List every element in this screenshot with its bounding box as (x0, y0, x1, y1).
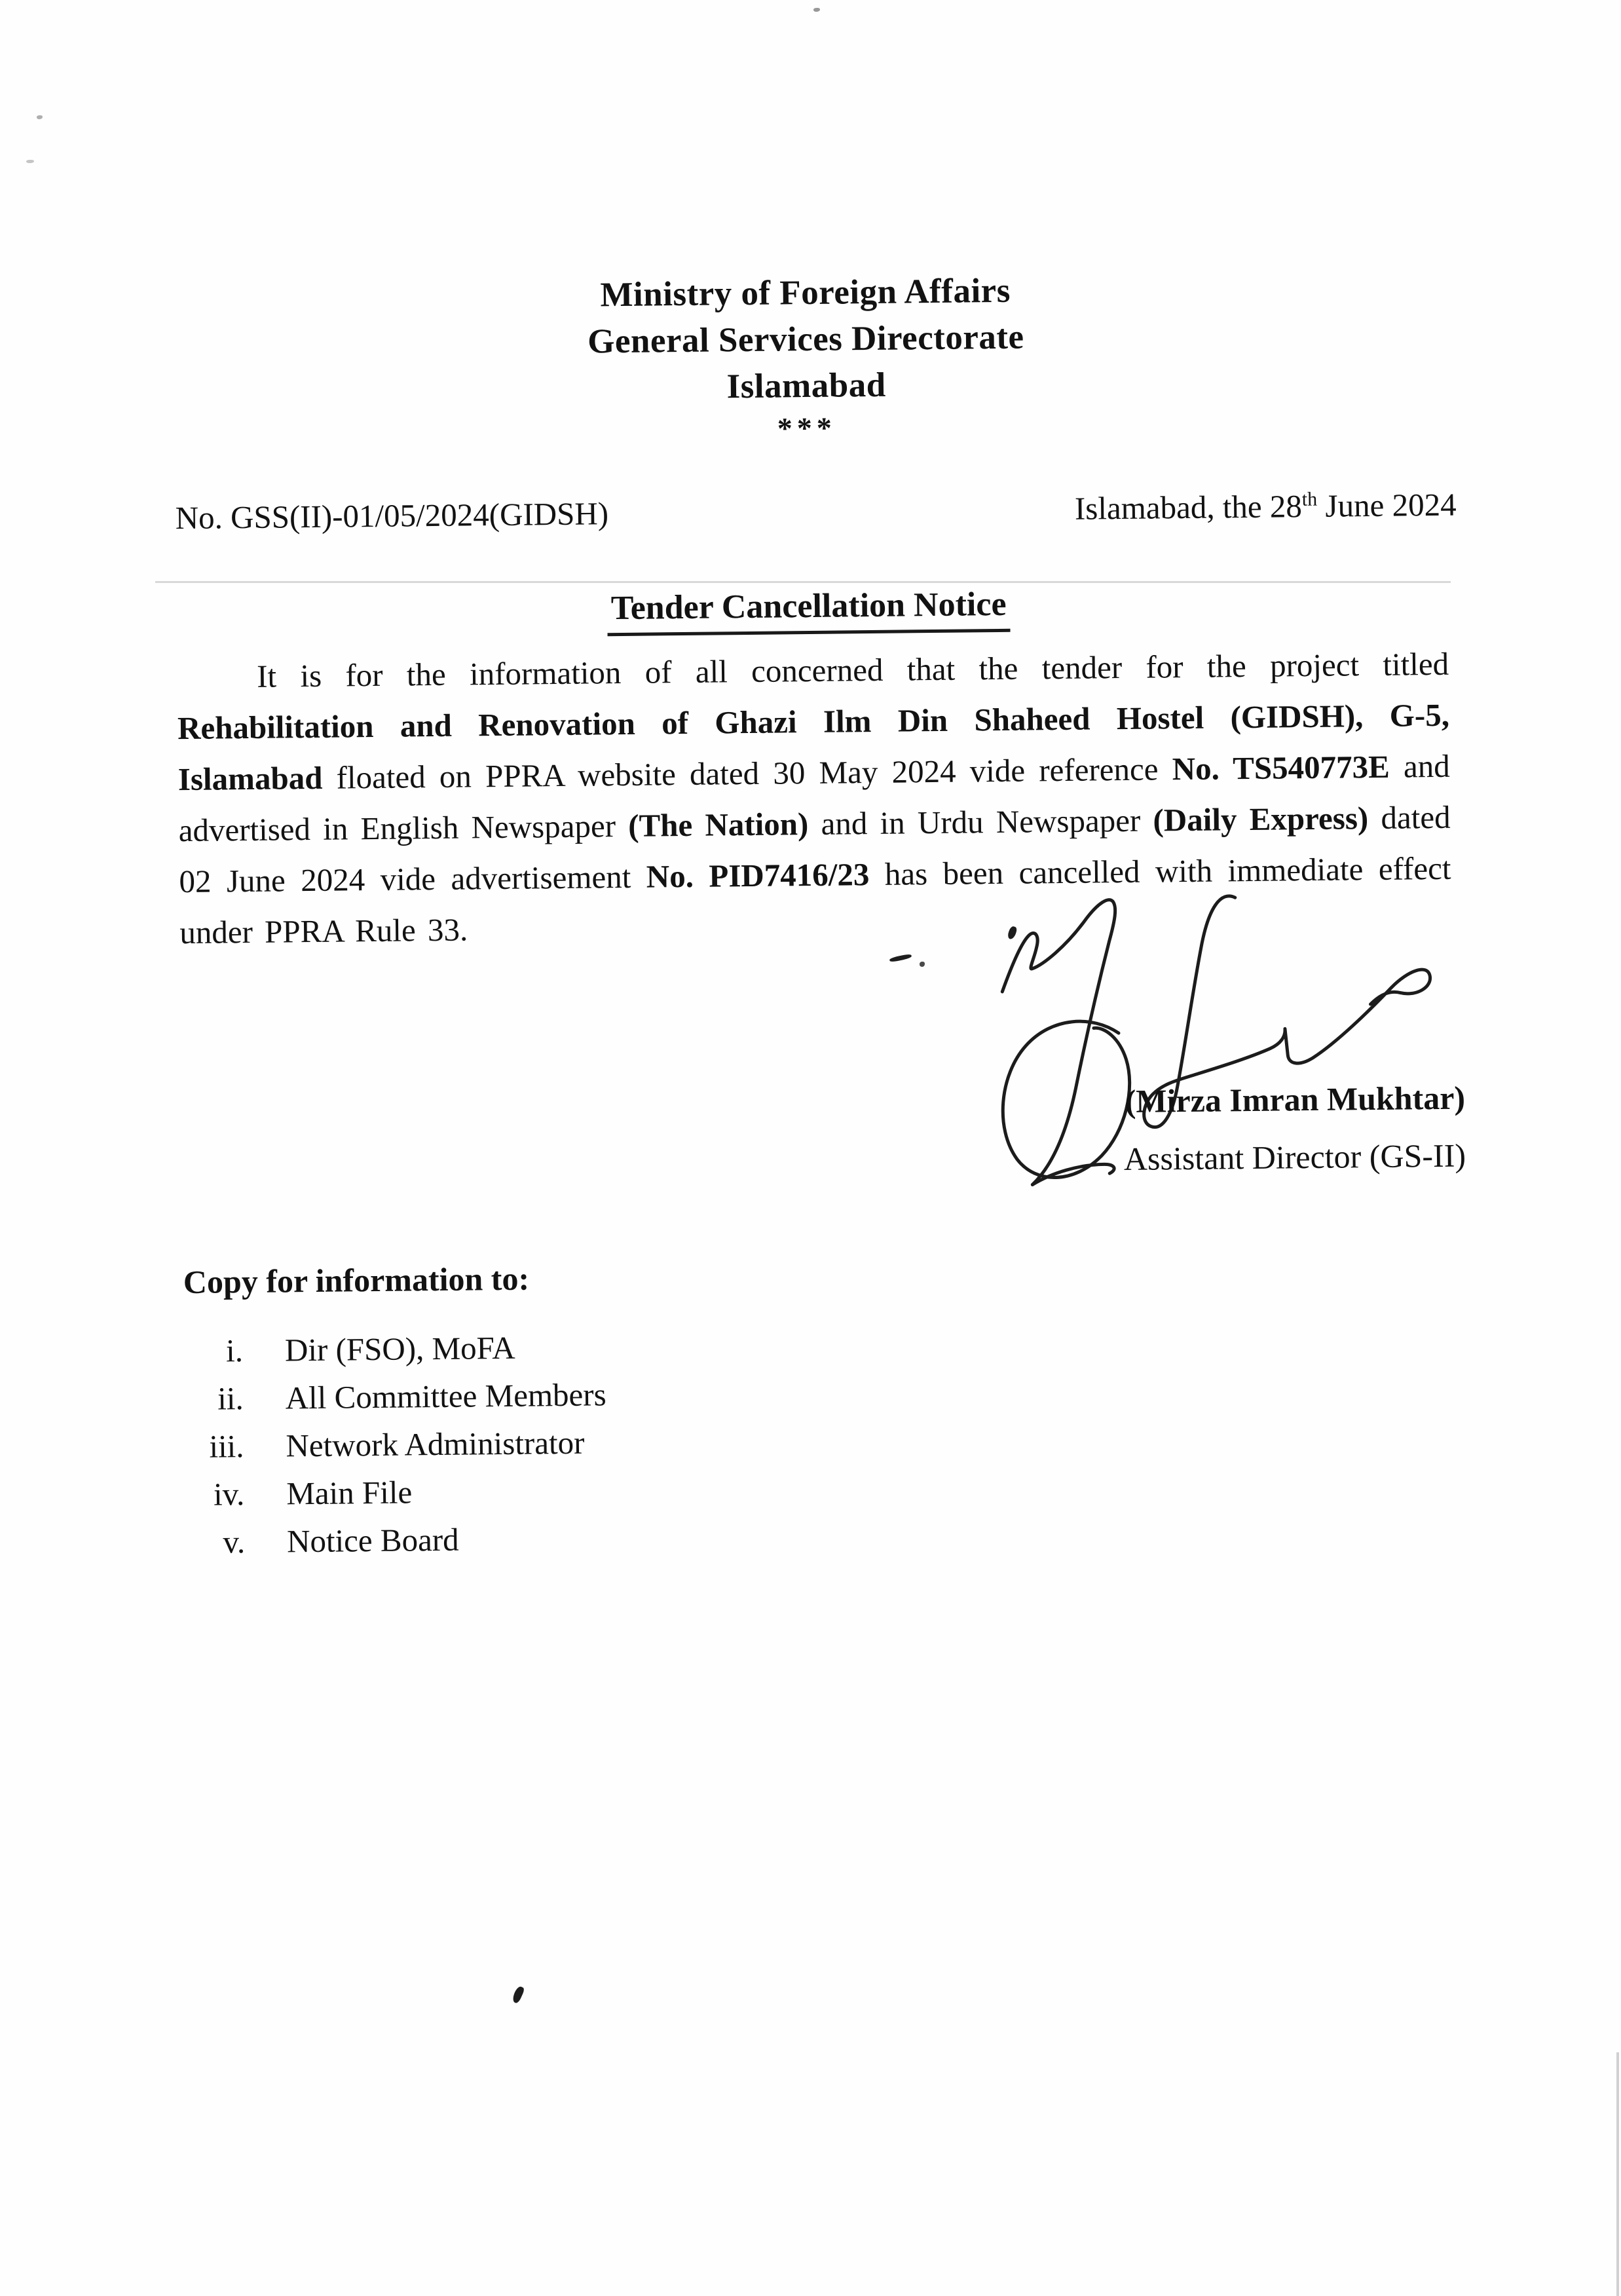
reference-and-date-row (175, 486, 1456, 536)
copy-list-item (183, 1376, 606, 1428)
body-segment: It is for the information of all concerned that the tender for the project titled (256, 645, 1449, 694)
body-segment-bold: (Daily Express) (1153, 800, 1369, 838)
list-item-label: Dir (FSO), MoFA (284, 1329, 515, 1368)
date-ordinal-superscript: th (1301, 488, 1318, 510)
list-numeral: ii. (217, 1380, 244, 1417)
body-segment-bold: No. PID7416/23 (646, 856, 870, 895)
body-segment: and advertised in English Newspaper (178, 747, 1451, 849)
letterhead (0, 261, 1618, 456)
copy-distribution-list (183, 1328, 608, 1571)
separator-stars: *** (777, 411, 837, 445)
list-item-label: Notice Board (286, 1521, 459, 1560)
copy-list-item (185, 1519, 608, 1571)
directorate-name: General Services Directorate (587, 318, 1024, 361)
list-numeral: v. (223, 1524, 246, 1560)
city-name: Islamabad (726, 366, 886, 406)
signatory-name: (Mirza Imran Mukhtar) (1125, 1079, 1466, 1120)
list-item-label: Network Administrator (286, 1424, 585, 1464)
ministry-name: Ministry of Foreign Affairs (600, 271, 1011, 314)
date-suffix: June 2024 (1316, 486, 1457, 524)
scan-streak-artifact (155, 581, 1451, 583)
body-segment: dated 02 June 2024 vide advertisement (179, 799, 1451, 900)
copy-list-item (183, 1328, 606, 1380)
list-numeral: iv. (213, 1476, 245, 1513)
body-segment-bold: Rehabilitation and Renovation of Ghazi Ilm Din Shaheed Hostel (GIDSH), G-5, Islamabad (177, 696, 1450, 798)
body-segment-bold: (The Nation) (627, 806, 809, 844)
date-prefix: Islamabad, the 28 (1074, 488, 1303, 527)
body-segment-bold: No. TS540773E (1172, 748, 1390, 787)
notice-title (0, 578, 1620, 643)
copy-section-heading: Copy for information to: (183, 1260, 530, 1301)
reference-number: No. GSS(II)-01/05/2024(GIDSH) (175, 495, 609, 536)
list-item-label: All Committee Members (285, 1376, 606, 1416)
list-numeral: iii. (209, 1428, 244, 1465)
signatory-designation: Assistant Director (GS-II) (1123, 1137, 1466, 1178)
list-item-label: Main File (286, 1474, 413, 1512)
scan-edge-shadow (1616, 2052, 1619, 2296)
date-line (1075, 486, 1457, 527)
copy-list-item (184, 1471, 608, 1524)
body-segment: floated on PPRA website dated 30 May 2024 vide reference (322, 751, 1173, 796)
body-segment: and in Urdu Newspaper (808, 802, 1153, 842)
copy-list-item (183, 1423, 607, 1476)
list-numeral: i. (225, 1332, 244, 1369)
signatory-block (1123, 1069, 1466, 1188)
notice-title-text: Tender Cancellation Notice (606, 585, 1010, 636)
body-segment: has been cancelled with immediate effect under PPRA Rule 33. (179, 850, 1451, 951)
